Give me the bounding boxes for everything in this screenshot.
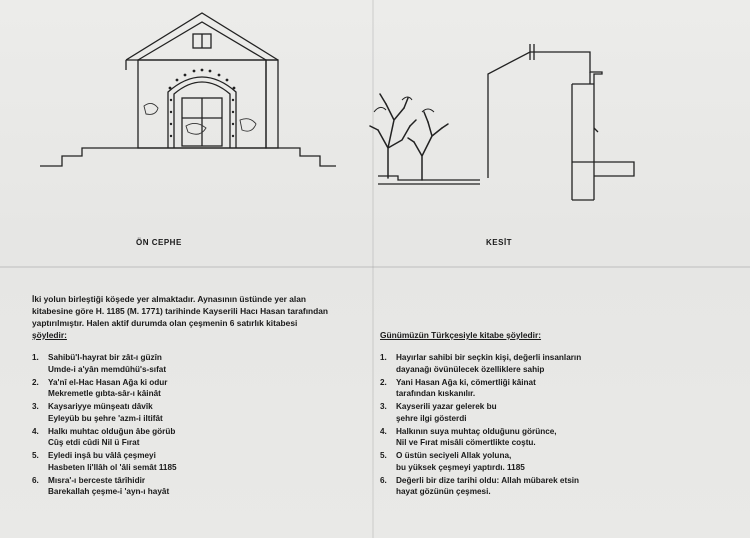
original-inscription-list xyxy=(32,352,332,499)
list-item: 6. Mısra'-ı berceste târîhidir Barekallah çeşme-i 'ayn-ı hayât xyxy=(32,475,170,497)
list-item: 2. Ya'nî el-Hac Hasan Ağa ki odur Mekremetle gıbta-sâr-ı kâinât xyxy=(32,377,168,399)
list-item: 5. Eyledi inşâ bu vâlâ çeşmeyi Hasbeten li'llâh ol 'âli semât 1185 xyxy=(32,451,177,472)
fold-line-horizontal xyxy=(0,266,750,268)
list-item: 1. Hayırlar sahibi bir seçkin kişi, değerli insanların dayanağı övünülecek özelliklere sahip xyxy=(380,353,582,374)
list-item: 1. Sahibü'l-hayrat bir zât-ı güzîn Umde-i a'yân memdûhü's-sıfat xyxy=(32,353,167,374)
section-caption: KESİT xyxy=(486,238,513,247)
list-item: 2. Yani Hasan Ağa ki, cömertliği kâinat tarafından kıskanılır. xyxy=(380,377,536,399)
modern-translation-list xyxy=(380,352,690,499)
front-elevation-drawing xyxy=(40,8,340,183)
intro-paragraph xyxy=(32,293,352,341)
intro-line: şöyledir: xyxy=(32,330,67,340)
front-elevation-caption: ÖN CEPHE xyxy=(136,238,182,247)
list-item: 5. O üstün seciyeli Allak yoluna, bu yüksek çeşmeyi yaptırdı. 1185 xyxy=(380,451,525,472)
intro-line: kitabesine göre H. 1185 (M. 1771) tarihinde Kayserili Hacı Hasan tarafından xyxy=(32,306,329,316)
section-drawing xyxy=(362,8,662,203)
intro-line: İki yolun birleştiği köşede yer almaktadır. Aynasının üstünde yer alan xyxy=(32,294,306,304)
list-item: 4. Halkı muhtac olduğun âbe görüb Cûş etdi cûdi Nil ü Fırat xyxy=(32,426,176,448)
list-item: 3. Kayserili yazar gelerek bu şehre ilgi gösterdi xyxy=(380,402,497,423)
list-item: 4. Halkının suya muhtaç olduğunu görünce, Nil ve Fırat misâli cömertlikte coştu. xyxy=(380,426,557,448)
list-item: 3. Kaysariyye münşeatı dâvîk Eyleyüb bu şehre 'azm-i iltifât xyxy=(32,402,163,423)
list-item: 6. Değerli bir dize tarihi oldu: Allah mübarek etsin hayat gözünün çeşmesi. xyxy=(380,475,580,497)
intro-line: yaptırılmıştır. Halen aktif durumda olan çeşmenin 6 satırlık kitabesi xyxy=(32,318,298,328)
translation-heading: Günümüzün Türkçesiyle kitabe şöyledir: xyxy=(380,330,542,340)
